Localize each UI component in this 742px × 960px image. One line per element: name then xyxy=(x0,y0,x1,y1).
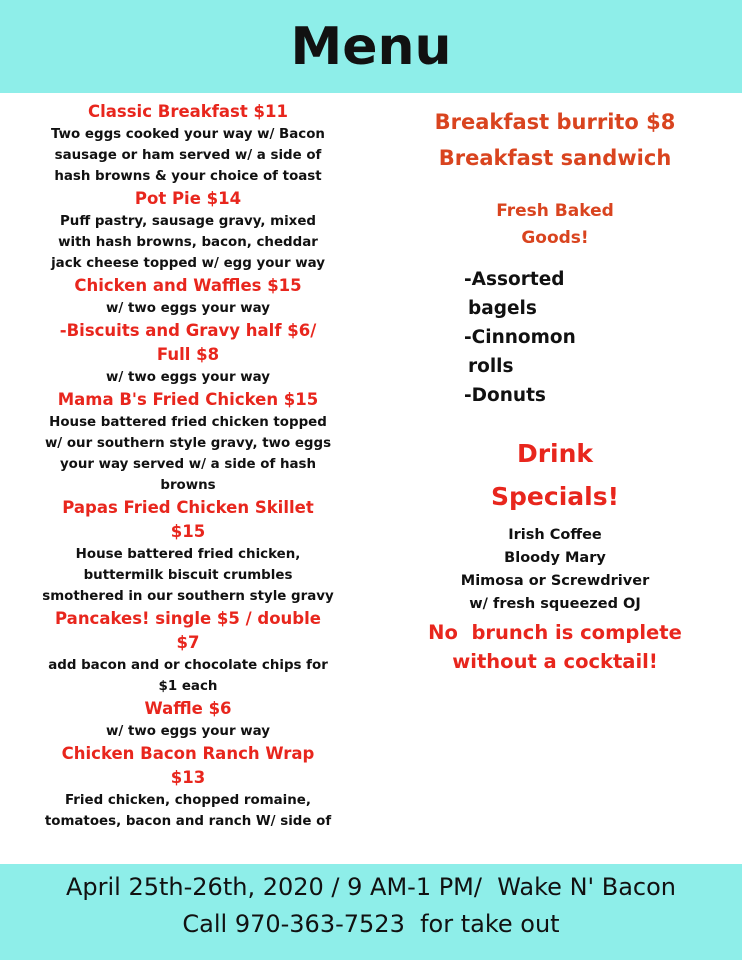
baked-goods-list xyxy=(380,265,730,410)
item-desc-line: browns xyxy=(160,478,216,493)
item-desc-line: jack cheese topped w/ egg your way xyxy=(51,256,325,271)
item-desc-line: add bacon and or chocolate chips for xyxy=(48,658,328,673)
item-desc-line: hash browns & your choice of toast xyxy=(54,169,322,184)
drink-item: w/ fresh squeezed OJ xyxy=(469,596,641,612)
menu-item xyxy=(14,697,362,742)
item-desc-line: Two eggs cooked your way w/ Bacon xyxy=(51,127,325,142)
brunch-tagline-line: No brunch is complete xyxy=(428,621,682,644)
baked-good-item: rolls xyxy=(468,356,514,377)
item-title: Papas Fried Chicken Skillet xyxy=(62,498,314,517)
item-title: Chicken and Waffles $15 xyxy=(74,276,302,295)
drink-list xyxy=(380,524,730,616)
item-title-cont: Full $8 xyxy=(156,345,220,364)
item-desc-line: sausage or ham served w/ a side of xyxy=(54,148,322,163)
item-desc-line: with hash browns, bacon, cheddar xyxy=(58,235,318,250)
baked-goods-heading-line: Fresh Baked xyxy=(496,201,614,221)
breakfast-sandwich: Breakfast sandwich xyxy=(438,146,672,170)
item-desc-line: w/ our southern style gravy, two eggs xyxy=(44,436,332,451)
item-desc-line: smothered in our southern style gravy xyxy=(42,589,334,604)
item-desc-line: House battered fried chicken, xyxy=(75,547,301,562)
item-desc-line: w/ two eggs your way xyxy=(106,724,270,739)
item-title: Waffle $6 xyxy=(144,699,232,718)
drink-heading-line: Drink xyxy=(516,439,594,468)
item-title-cont: $13 xyxy=(170,768,206,787)
menu-header xyxy=(0,0,742,93)
menu-items-column xyxy=(14,100,362,832)
brunch-tagline-line: without a cocktail! xyxy=(452,650,658,673)
drink-heading-line: Specials! xyxy=(491,482,619,511)
menu-title: Menu xyxy=(290,16,452,77)
item-desc-line: your way served w/ a side of hash xyxy=(59,457,317,472)
item-title: Pot Pie $14 xyxy=(134,189,242,208)
baked-goods-heading xyxy=(380,198,730,252)
menu-item xyxy=(14,187,362,274)
item-title: -Biscuits and Gravy half $6/ xyxy=(59,321,317,340)
menu-item xyxy=(14,607,362,697)
drink-specials-heading xyxy=(380,432,730,518)
item-title-cont: $7 xyxy=(176,633,200,652)
item-title-cont: $15 xyxy=(170,522,206,541)
baked-good-item: -Donuts xyxy=(464,385,546,406)
drink-item: Bloody Mary xyxy=(504,550,606,566)
item-desc-line: Fried chicken, chopped romaine, xyxy=(65,793,311,808)
drink-item: Mimosa or Screwdriver xyxy=(460,573,650,589)
drink-item: Irish Coffee xyxy=(508,527,602,543)
item-title: Pancakes! single $5 / double xyxy=(55,609,321,628)
menu-item xyxy=(14,742,362,832)
breakfast-burrito: Breakfast burrito $8 xyxy=(434,110,676,134)
takeout-phone: Call 970-363-7523 for take out xyxy=(182,910,560,938)
baked-good-item: -Assorted xyxy=(464,269,565,290)
item-desc-line: buttermilk biscuit crumbles xyxy=(83,568,293,583)
specials-column xyxy=(380,104,730,676)
item-desc-line: w/ two eggs your way xyxy=(106,301,270,316)
brunch-tagline xyxy=(380,618,730,676)
item-desc-line: tomatoes, bacon and ranch W/ side of xyxy=(44,814,332,829)
item-title: Chicken Bacon Ranch Wrap xyxy=(61,744,315,763)
item-desc-line: w/ two eggs your way xyxy=(106,370,270,385)
event-dates: April 25th-26th, 2020 / 9 AM-1 PM/ Wake N' Bacon xyxy=(65,873,677,901)
menu-footer xyxy=(0,864,742,960)
item-desc-line: $1 each xyxy=(158,679,218,694)
menu-item xyxy=(14,274,362,319)
item-title: Classic Breakfast $11 xyxy=(88,102,288,121)
baked-good-item: -Cinnomon xyxy=(464,327,576,348)
menu-item xyxy=(14,496,362,607)
item-title: Mama B's Fried Chicken $15 xyxy=(57,390,319,409)
menu-item xyxy=(14,319,362,388)
menu-item xyxy=(14,100,362,187)
baked-good-item: bagels xyxy=(468,298,537,319)
baked-goods-heading-line: Goods! xyxy=(521,228,589,248)
menu-item xyxy=(14,388,362,496)
item-desc-line: Puff pastry, sausage gravy, mixed xyxy=(59,214,316,229)
item-desc-line: House battered fried chicken topped xyxy=(49,415,327,430)
